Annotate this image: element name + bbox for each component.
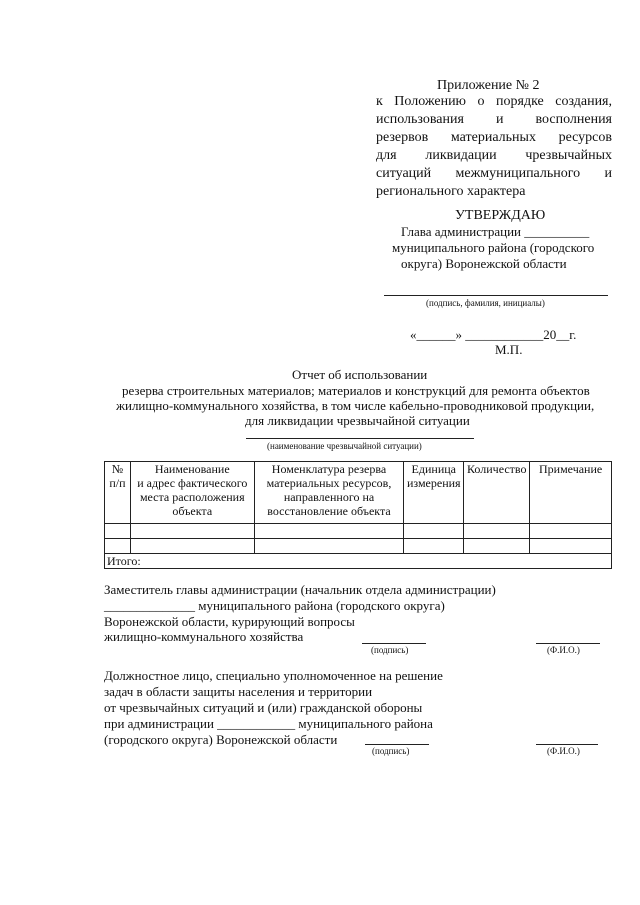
emergency-name-line [246, 438, 474, 439]
approve-line-1: Глава администрации __________ [401, 224, 590, 239]
signoff1-sign-caption: (подпись) [371, 645, 409, 655]
header-number: № п/п [105, 462, 131, 524]
signoff1-line-4: жилищно-коммунального хозяйства [104, 629, 304, 644]
approve-heading: УТВЕРЖДАЮ [455, 208, 546, 223]
table-cell [464, 524, 530, 539]
signoff2-name-caption: (Ф.И.О.) [547, 746, 580, 756]
signoff1-line-3: Воронежской области, курирующий вопросы [104, 614, 355, 629]
header-note: Примечание [530, 462, 612, 524]
report-title-line-1: Отчет об использовании [292, 367, 428, 382]
seal-label: М.П. [495, 342, 523, 357]
table-cell [130, 539, 254, 554]
appendix-title: Приложение № 2 [437, 78, 540, 93]
appendix-line-2: использования и восполнения [376, 112, 612, 127]
table-cell [404, 539, 464, 554]
signoff1-sign-line [362, 643, 426, 644]
table-row [105, 524, 612, 539]
table-cell [464, 539, 530, 554]
signoff1-name-caption: (Ф.И.О.) [547, 645, 580, 655]
total-label: Итого: [105, 554, 612, 569]
signoff1-name-line [536, 643, 600, 644]
table-cell [105, 524, 131, 539]
appendix-line-4: для ликвидации чрезвычайных [376, 148, 612, 163]
signoff2-sign-caption: (подпись) [372, 746, 410, 756]
date-line: «______» ____________20__г. [410, 327, 577, 342]
header-unit: Единица измерения [404, 462, 464, 524]
signoff2-line-4: при администрации ____________ муниципального района [104, 716, 433, 731]
signoff2-line-1: Должностное лицо, специально уполномоченное на решение [104, 668, 443, 683]
appendix-line-5: ситуаций межмуниципального и [376, 166, 612, 181]
appendix-line-6: регионального характера [376, 184, 526, 199]
signature-caption: (подпись, фамилия, инициалы) [426, 298, 545, 308]
signoff1-line-1: Заместитель главы администрации (начальник отдела администрации) [104, 582, 496, 597]
header-nomenclature: Номенклатура резерва материальных ресурсов, направленного на восстановление объекта [254, 462, 404, 524]
signoff2-name-line [536, 744, 598, 745]
report-table [104, 461, 612, 569]
table-cell [530, 539, 612, 554]
table-cell [105, 539, 131, 554]
header-object-name: Наименование и адрес фактического места расположения объекта [130, 462, 254, 524]
report-title-line-4: для ликвидации чрезвычайной ситуации [245, 413, 470, 428]
table-cell [130, 524, 254, 539]
signoff2-line-5: (городского округа) Воронежской области [104, 732, 338, 747]
report-title-line-3: жилищно-коммунального хозяйства, в том числе кабельно-проводниковой продукции, [116, 398, 595, 413]
table-cell [530, 524, 612, 539]
signoff1-line-2: ______________ муниципального района (городского округа) [104, 598, 445, 613]
table-cell [404, 524, 464, 539]
signoff2-sign-line [365, 744, 429, 745]
table-cell [254, 539, 404, 554]
signoff2-line-3: от чрезвычайных ситуаций и (или) гражданской обороны [104, 700, 423, 715]
signature-line [384, 295, 608, 296]
header-quantity: Количество [464, 462, 530, 524]
table-cell [254, 524, 404, 539]
appendix-line-1: к Положению о порядке создания, [376, 94, 612, 109]
approve-line-2: муниципального района (городского [392, 240, 595, 255]
table-header-row [105, 462, 612, 524]
report-title-line-2: резерва строительных материалов; материалов и конструкций для ремонта объектов [122, 383, 590, 398]
emergency-name-caption: (наименование чрезвычайной ситуации) [267, 441, 422, 451]
table-total-row [105, 554, 612, 569]
approve-line-3: округа) Воронежской области [401, 256, 567, 271]
signoff2-line-2: задач в области защиты населения и территории [104, 684, 373, 699]
table-row [105, 539, 612, 554]
appendix-line-3: резервов материальных ресурсов [376, 130, 612, 145]
